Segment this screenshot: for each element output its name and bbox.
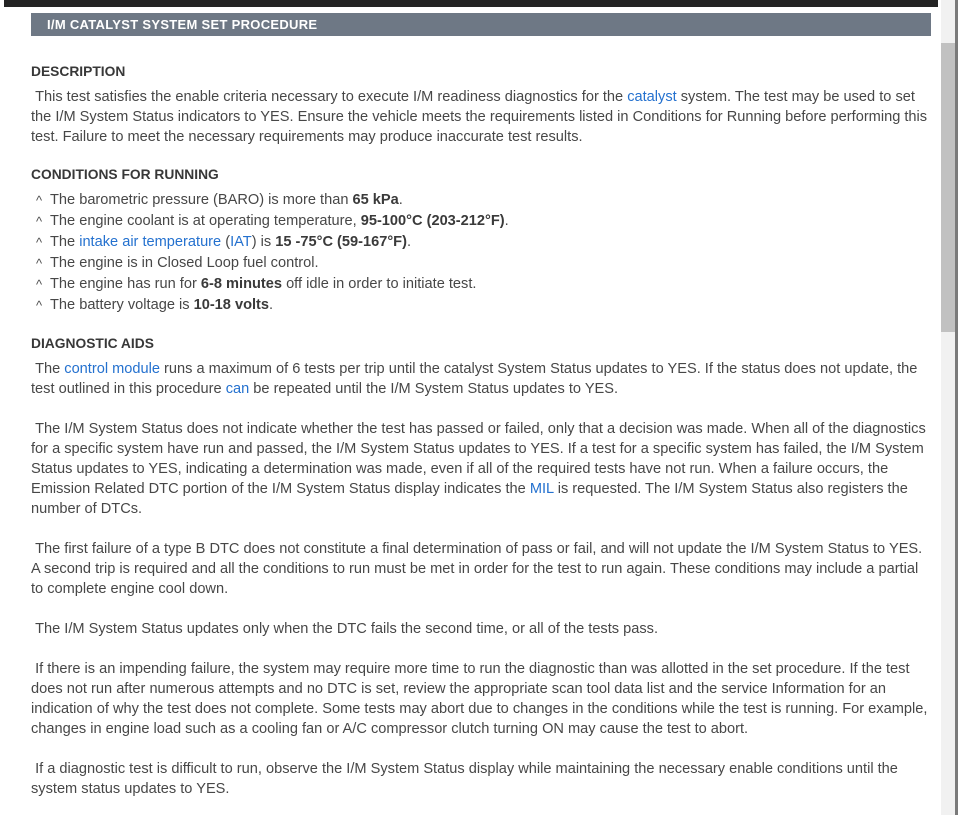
link[interactable]: catalyst	[627, 89, 677, 105]
content	[31, 64, 932, 819]
section-heading: DIAGNOSTIC AIDS	[31, 336, 154, 351]
list-item-text: The battery voltage is 10-18 volts.	[50, 297, 274, 313]
conditions-list	[31, 190, 928, 316]
list-item-text: The engine coolant is at operating temperature, 95-100°C (203-212°F).	[50, 213, 509, 229]
link[interactable]: MIL	[529, 481, 554, 497]
scrollbar-thumb[interactable]	[941, 43, 955, 332]
list-item	[31, 274, 928, 295]
procedure-title-bar: I/M CATALYST SYSTEM SET PROCEDURE	[31, 13, 931, 36]
caret-bullet-icon: ^	[36, 214, 43, 229]
caret-bullet-icon: ^	[36, 193, 43, 208]
link[interactable]: can	[225, 381, 250, 397]
caret-bullet-icon: ^	[36, 298, 43, 313]
caret-bullet-icon: ^	[36, 235, 43, 250]
list-item	[31, 232, 928, 253]
link[interactable]: IAT	[230, 234, 252, 250]
caret-bullet-icon: ^	[36, 256, 43, 271]
paragraph: If a diagnostic test is difficult to run, observe the I/M System Status display while maintaining the necessary enable conditions until the system status updates to YES.	[31, 761, 902, 797]
link[interactable]: intake air temperature	[79, 234, 222, 250]
paragraph: The control module runs a maximum of 6 tests per trip until the catalyst System Status updates to YES. If the status does not update, the test outlined in this procedure can be repeated until the I/M System Status updates to YES.	[31, 361, 922, 397]
paragraph: This test satisfies the enable criteria necessary to execute I/M readiness diagnostics for the catalyst system. The test may be used to set the I/M System Status indicators to YES. Ensure the vehicle meets the requirements listed in Conditions for Running before performing this test. Failure to meet the necessary requirements may produce inaccurate test results.	[31, 89, 932, 145]
list-item-text: The intake air temperature (IAT) is 15 -75°C (59-167°F).	[50, 234, 412, 250]
paragraph: If there is an impending failure, the system may require more time to run the diagnostic than was allotted in the set procedure. If the test does not run after numerous attempts and no DTC is set, review the appropriate scan tool data list and the service Information for an indication of why the test does not complete. Some tests may abort due to changes in the conditions while the test is running. For example, changes in engine load such as a cooling fan or A/C compressor clutch turning ON may cause the test to abort.	[31, 661, 932, 737]
list-item	[31, 253, 928, 274]
window-right-border	[955, 0, 958, 815]
list-item	[31, 295, 928, 316]
top-chrome-bar	[4, 0, 938, 7]
paragraph: The I/M System Status does not indicate whether the test has passed or failed, only that a decision was made. When all of the diagnostics for a specific system have run and passed, the I/M System Status updates to YES. If a test for a specific system has failed, the I/M System Status updates to YES, indicating a determination was made, even if all of the required tests have not run. When a failure occurs, the Emission Related DTC portion of the I/M System Status display indicates the MIL is requested. The I/M System Status also registers the number of DTCs.	[31, 421, 930, 517]
caret-bullet-icon: ^	[36, 277, 43, 292]
paragraph: The first failure of a type B DTC does not constitute a final determination of pass or fail, and will not update the I/M System Status to YES. A second trip is required and all the conditions to run must be met in order for the test to run again. These conditions may include a partial to complete engine cool down.	[31, 541, 926, 597]
section-heading: CONDITIONS FOR RUNNING	[31, 167, 219, 182]
link[interactable]: control module	[64, 361, 160, 377]
list-item	[31, 211, 928, 232]
list-item-text: The engine has run for 6-8 minutes off idle in order to initiate test.	[50, 276, 477, 292]
list-item-text: The barometric pressure (BARO) is more than 65 kPa.	[50, 192, 403, 208]
list-item	[31, 190, 928, 211]
section-heading: DESCRIPTION	[31, 64, 126, 79]
list-item-text: The engine is in Closed Loop fuel control.	[50, 255, 319, 271]
paragraph: The I/M System Status updates only when the DTC fails the second time, or all of the tests pass.	[31, 621, 659, 637]
